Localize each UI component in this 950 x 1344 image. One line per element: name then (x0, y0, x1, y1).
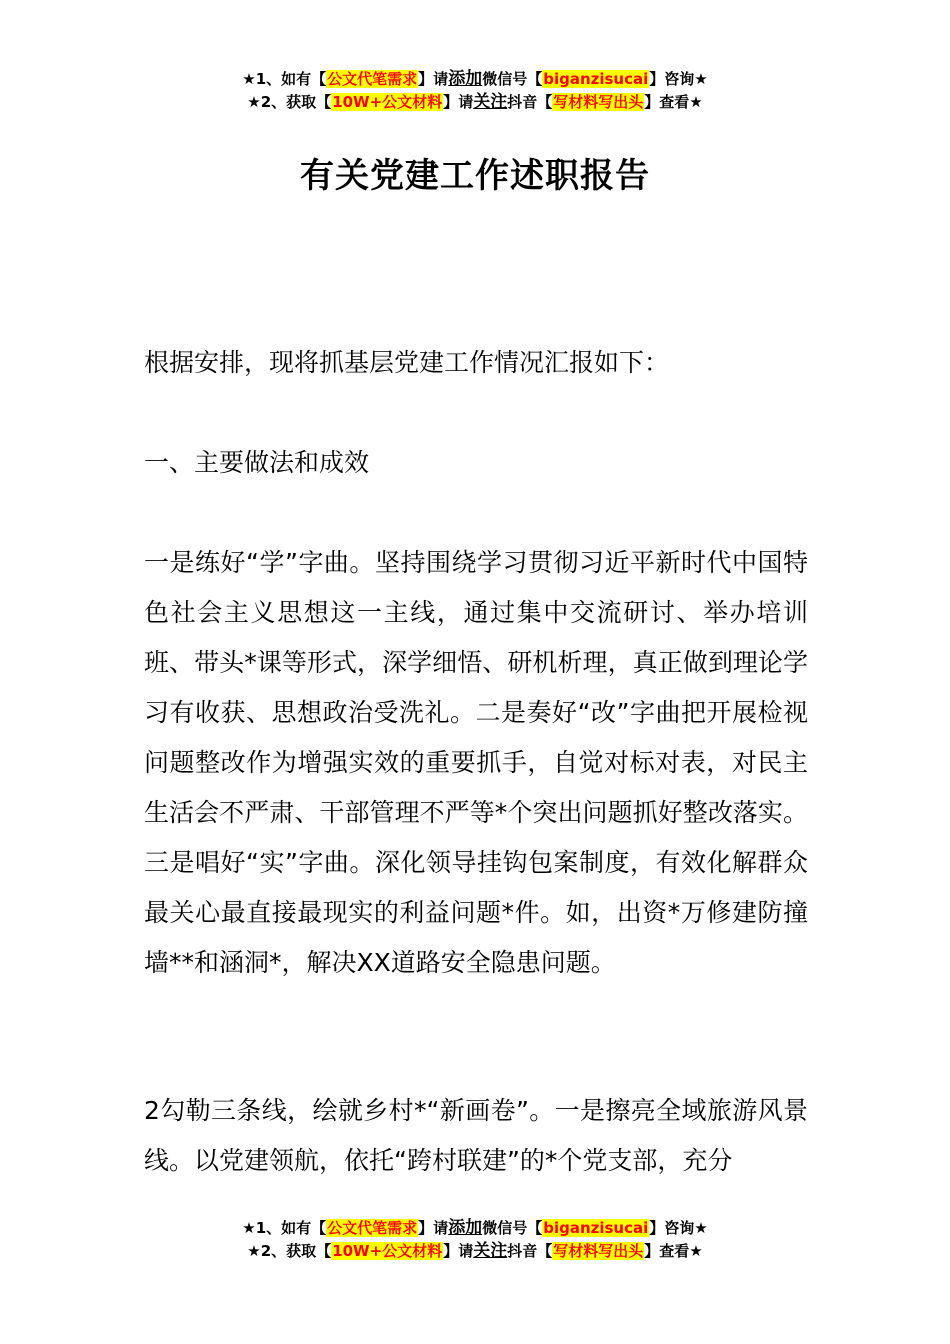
banner-text: ★2、获取【 (247, 1242, 332, 1260)
document-title: 有关党建工作述职报告 (300, 156, 650, 196)
banner-line-1 (0, 68, 950, 91)
banner-underlined: 添加 (448, 1218, 483, 1238)
paragraph-text: 根据安排，现将抓基层党建工作情况汇报如下： (144, 348, 670, 377)
banner-underlined: 添加 (448, 69, 483, 89)
banner-text: 】查看★ (644, 1242, 703, 1260)
banner-underlined: 关注 (473, 1241, 508, 1261)
banner-text: 】请 (443, 1242, 474, 1260)
banner-highlight: 写材料写出头 (553, 93, 644, 111)
banner-line-1 (0, 1217, 950, 1240)
banner-text: 】请 (443, 93, 474, 111)
banner-highlight: 写材料写出头 (553, 1242, 644, 1260)
paragraph-text: 2勾勒三条线，绘就乡村*“新画卷”。一是擦亮全域旅游风景线。以党建领航，依托“跨村联建”的*个党支部，充分 (144, 1096, 808, 1175)
banner-line-2 (0, 91, 950, 114)
banner-line-2 (0, 1240, 950, 1263)
heading-text: 一、主要做法和成效 (144, 448, 370, 477)
banner-highlight: biganzisucai (543, 1219, 649, 1237)
banner-text: 】查看★ (644, 93, 703, 111)
banner-text: ★1、如有【 (242, 70, 327, 88)
banner-highlight: 公文代笔需求 (327, 1219, 418, 1237)
section-heading (144, 438, 808, 488)
banner-highlight: 公文代笔需求 (327, 70, 418, 88)
banner-text: 】咨询★ (649, 1219, 708, 1237)
banner-text: 】请 (418, 70, 449, 88)
banner-text: ★1、如有【 (242, 1219, 327, 1237)
banner-text: 微信号【 (482, 70, 543, 88)
banner-text: 】咨询★ (649, 70, 708, 88)
header-banner (0, 68, 950, 114)
paragraph-intro (144, 338, 808, 388)
banner-text: 】请 (418, 1219, 449, 1237)
banner-underlined: 关注 (473, 92, 508, 112)
banner-highlight: 10W+公文材料 (332, 1242, 443, 1260)
paragraph-2 (144, 1086, 808, 1186)
banner-text: 微信号【 (482, 1219, 543, 1237)
banner-text: 抖音【 (507, 1242, 553, 1260)
banner-text: 抖音【 (507, 93, 553, 111)
banner-text: ★2、获取【 (247, 93, 332, 111)
paragraph-text: 一是练好“学”字曲。坚持围绕学习贯彻习近平新时代中国特色社会主义思想这一主线，通过集中交流研讨、举办培训班、带头*课等形式，深学细悟、研机析理，真正做到理论学习有收获、思想政治受洗礼。二是奏好“改”字曲把开展检视问题整改作为增强实效的重要抓手，自觉对标对表，对民主生活会不严肃、干部管理不严等*个突出问题抓好整改落实。三是唱好“实”字曲。深化领导挂钩包案制度，有效化解群众最关心最直接最现实的利益问题*件。如，出资*万修建防撞墙**和涵洞*，解决XX道路安全隐患问题。 (144, 548, 808, 977)
banner-highlight: 10W+公文材料 (332, 93, 443, 111)
footer-banner (0, 1217, 950, 1263)
paragraph-1 (144, 538, 808, 988)
banner-highlight: biganzisucai (543, 70, 649, 88)
